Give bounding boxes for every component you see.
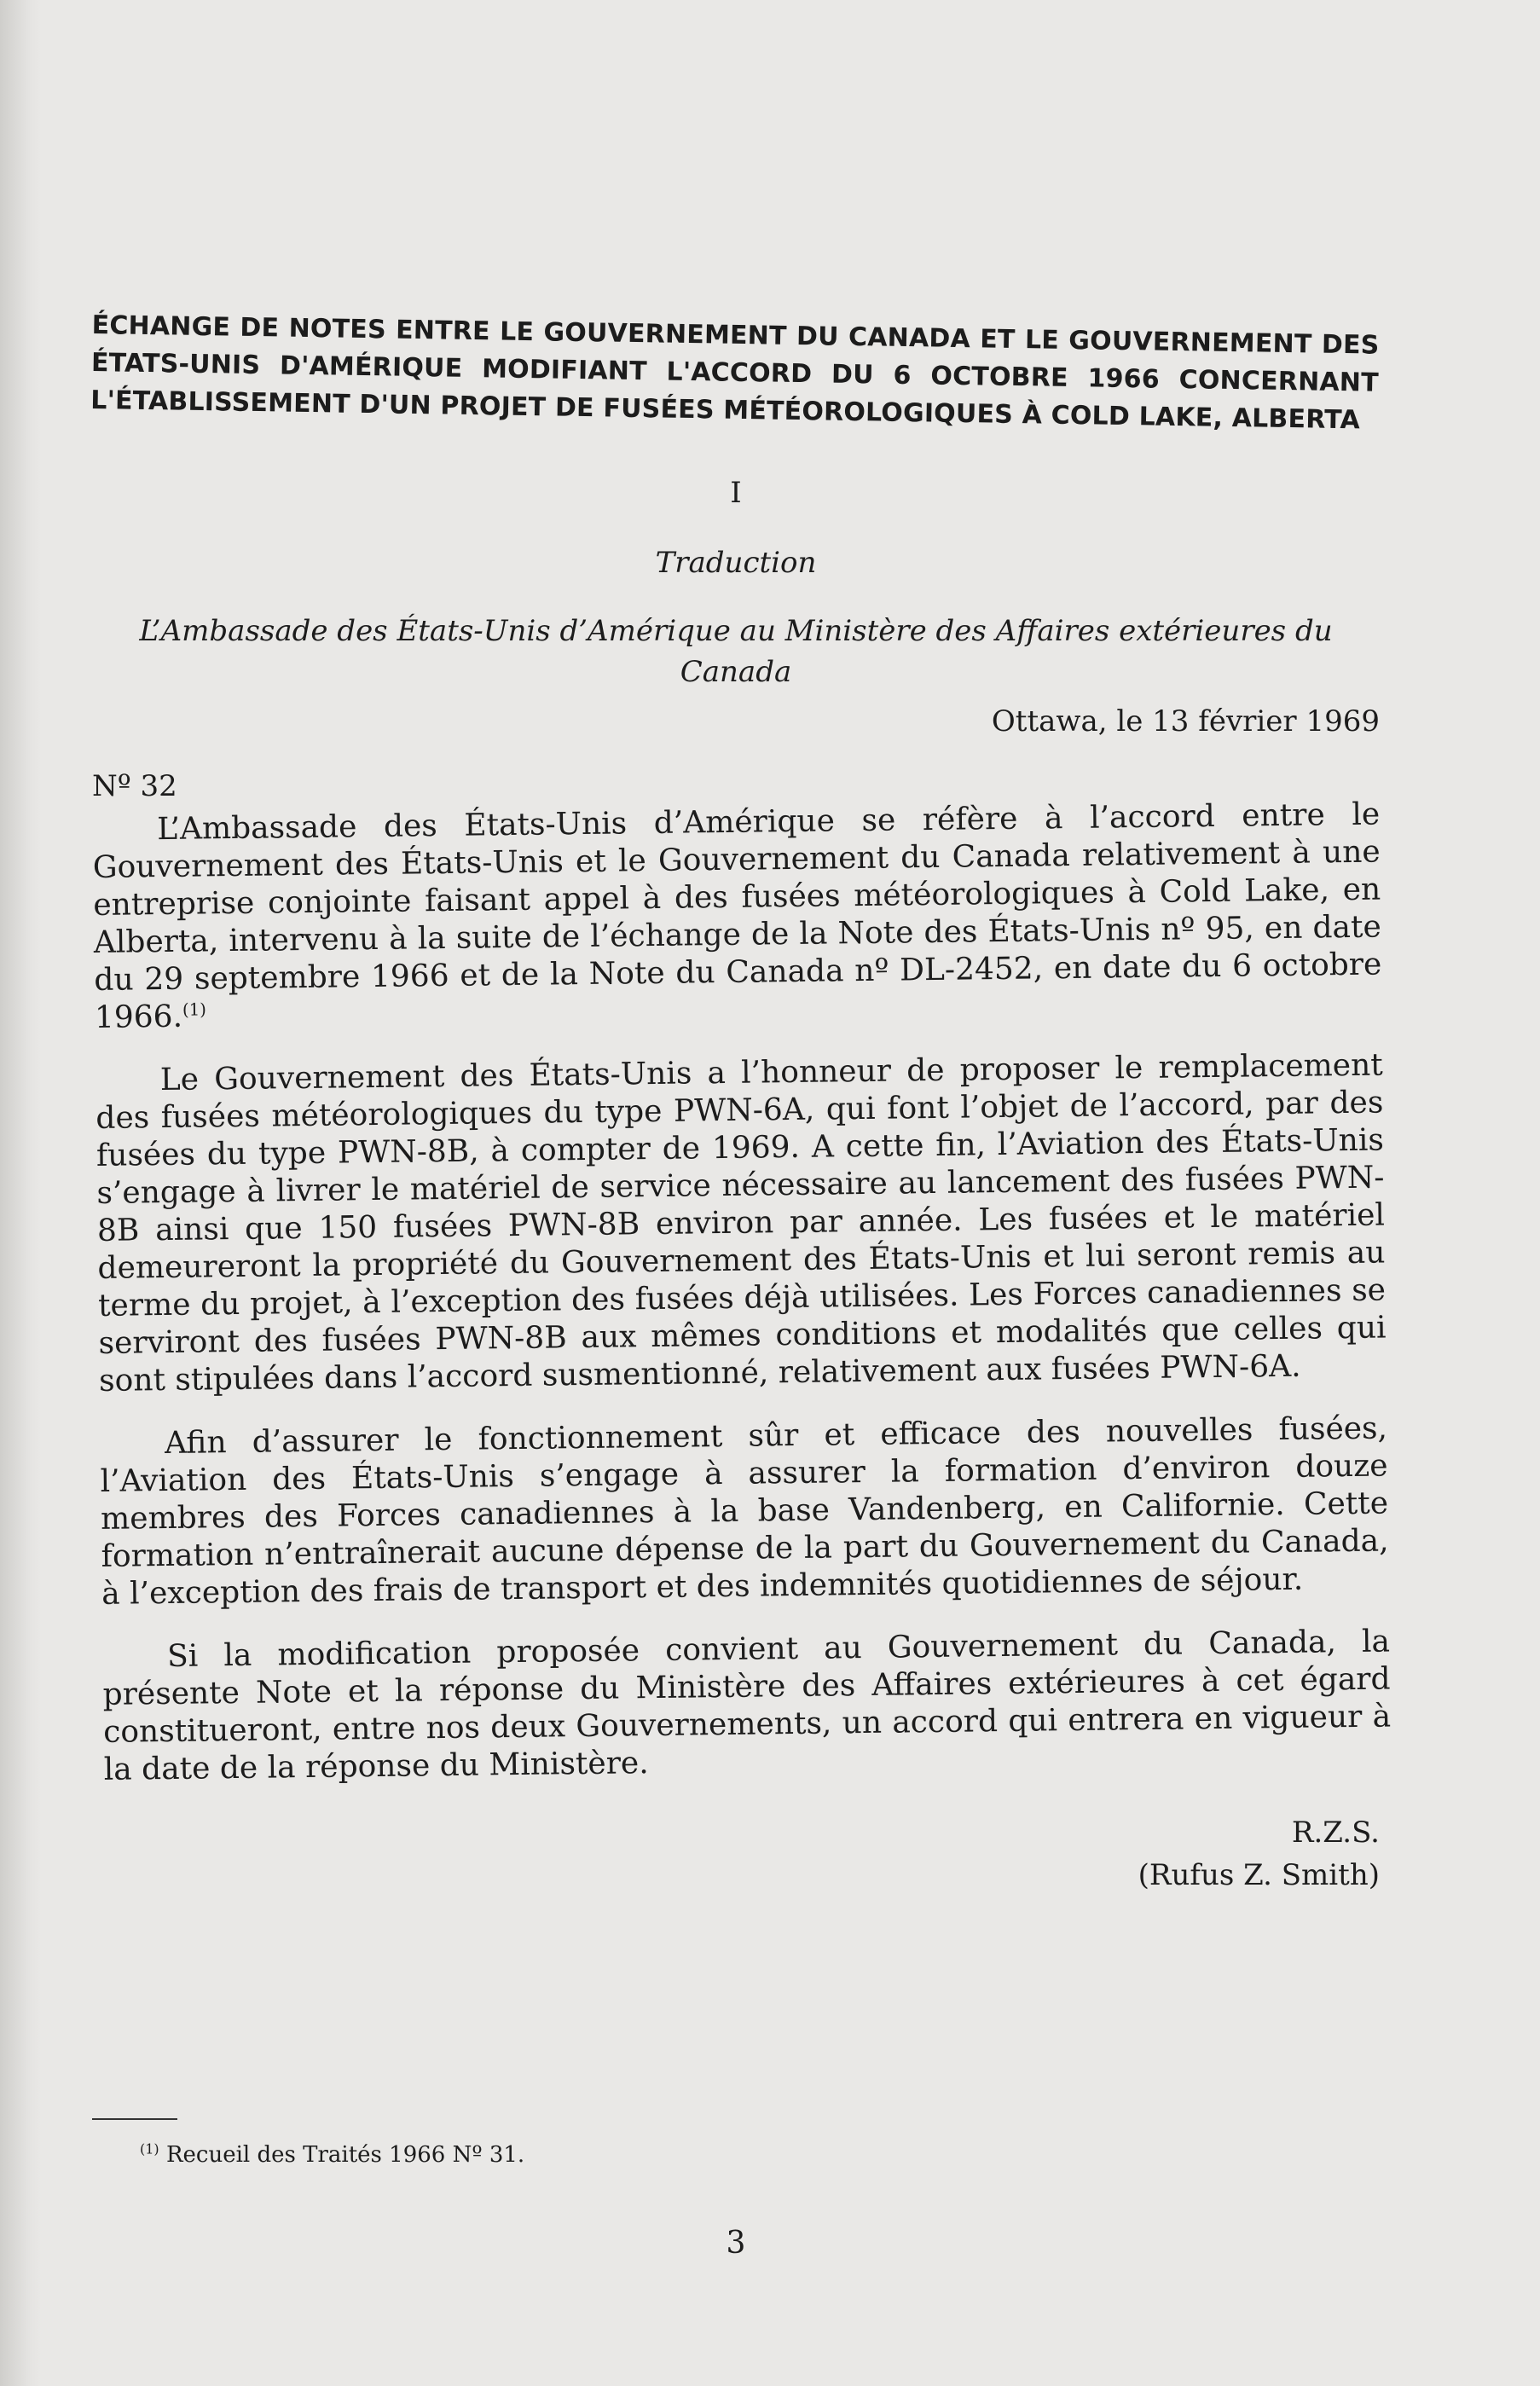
page-gutter-shadow [0, 0, 41, 2386]
body-paragraph: Si la modification proposée convient au Gouvernement du Canada, la présente Note et la réponse du Ministère des Affaires extérieures à cet égard constitueront, entre nos deux Gouvernements, un accord qui entrera en vigueur à la date de la réponse du Ministère. [102, 1624, 1392, 1787]
footnote-reference: (1) [182, 999, 207, 1020]
translation-label: Traduction [655, 546, 817, 580]
sender-line: L’Ambassade des États-Unis d’Amérique au Ministère des Affaires extérieures du Canada [139, 614, 1333, 689]
note-number: Nº 32 [92, 769, 177, 803]
signature-name: (Rufus Z. Smith) [1138, 1858, 1380, 1892]
footnote [140, 2142, 524, 2168]
footnote-marker: (1) [140, 2140, 159, 2157]
footnote-text: Recueil des Traités 1966 Nº 31. [165, 2142, 525, 2168]
document-page [90, 0, 1392, 2386]
signature-block [1138, 1811, 1380, 1897]
section-number: I [730, 476, 742, 510]
body-paragraph [92, 796, 1382, 1037]
body-paragraph: Le Gouvernement des États-Unis a l’honneur de proposer le remplacement des fusées météorologiques du type PWN-6A, qui font l’objet de l’accord, par des fusées du type PWN-8B, à compter de 1969. A cette fin, l’Aviation des États-Unis s’engage à livrer le matériel de service nécessaire au lancement des fusées PWN-8B ainsi que 150 fusées PWN-8B environ par année. Les fusées et le matériel demeureront la propriété du Gouvernement des États-Unis et lui seront remis au terme du projet, à l’exception des fusées déjà utilisées. Les Forces canadiennes se serviront des fusées PWN-8B aux mêmes conditions et modalités que celles qui sont stipulées dans l’accord susmentionné, relativement aux fusées PWN-6A. [96, 1047, 1387, 1399]
paragraph-text: L’Ambassade des États-Unis d’Amérique se réfère à l’accord entre le Gouvernement des États-Unis et le Gouvernement du Canada relativement à une entreprise conjointe faisant appel à des fusées météorologiques à Cold Lake, en Alberta, intervenu à la suite de l’échange de la Note des États-Unis nº 95, en date du 29 septembre 1966 et de la Note du Canada nº DL-2452, en date du 6 octobre 1966. [92, 796, 1382, 1035]
body-text [92, 796, 1392, 1815]
page-number: 3 [726, 2226, 746, 2261]
dateline: Ottawa, le 13 février 1969 [991, 704, 1380, 738]
body-paragraph: Afin d’assurer le fonctionnement sûr et efficace des nouvelles fusées, l’Aviation des États-Unis s’engage à assurer la formation d’environ douze membres des Forces canadiennes à la base Vandenberg, en Californie. Cette formation n’entraînerait aucune dépense de la part du Gouvernement du Canada, à l’exception des frais de transport et des indemnités quotidiennes de séjour. [100, 1410, 1389, 1612]
document-title: ÉCHANGE DE NOTES ENTRE LE GOUVERNEMENT DU CANADA ET LE GOUVERNEMENT DES ÉTATS-UNIS D'AMÉRIQUE MODIFIANT L'ACCORD DU 6 OCTOBRE 1966 CONCERNANT L'ÉTABLISSEMENT D'UN PROJET DE FUSÉES MÉTÉOROLOGIQUES À COLD LAKE, ALBERTA [90, 310, 1380, 436]
footnote-divider [92, 2118, 177, 2120]
signature-initials: R.Z.S. [1291, 1816, 1380, 1850]
